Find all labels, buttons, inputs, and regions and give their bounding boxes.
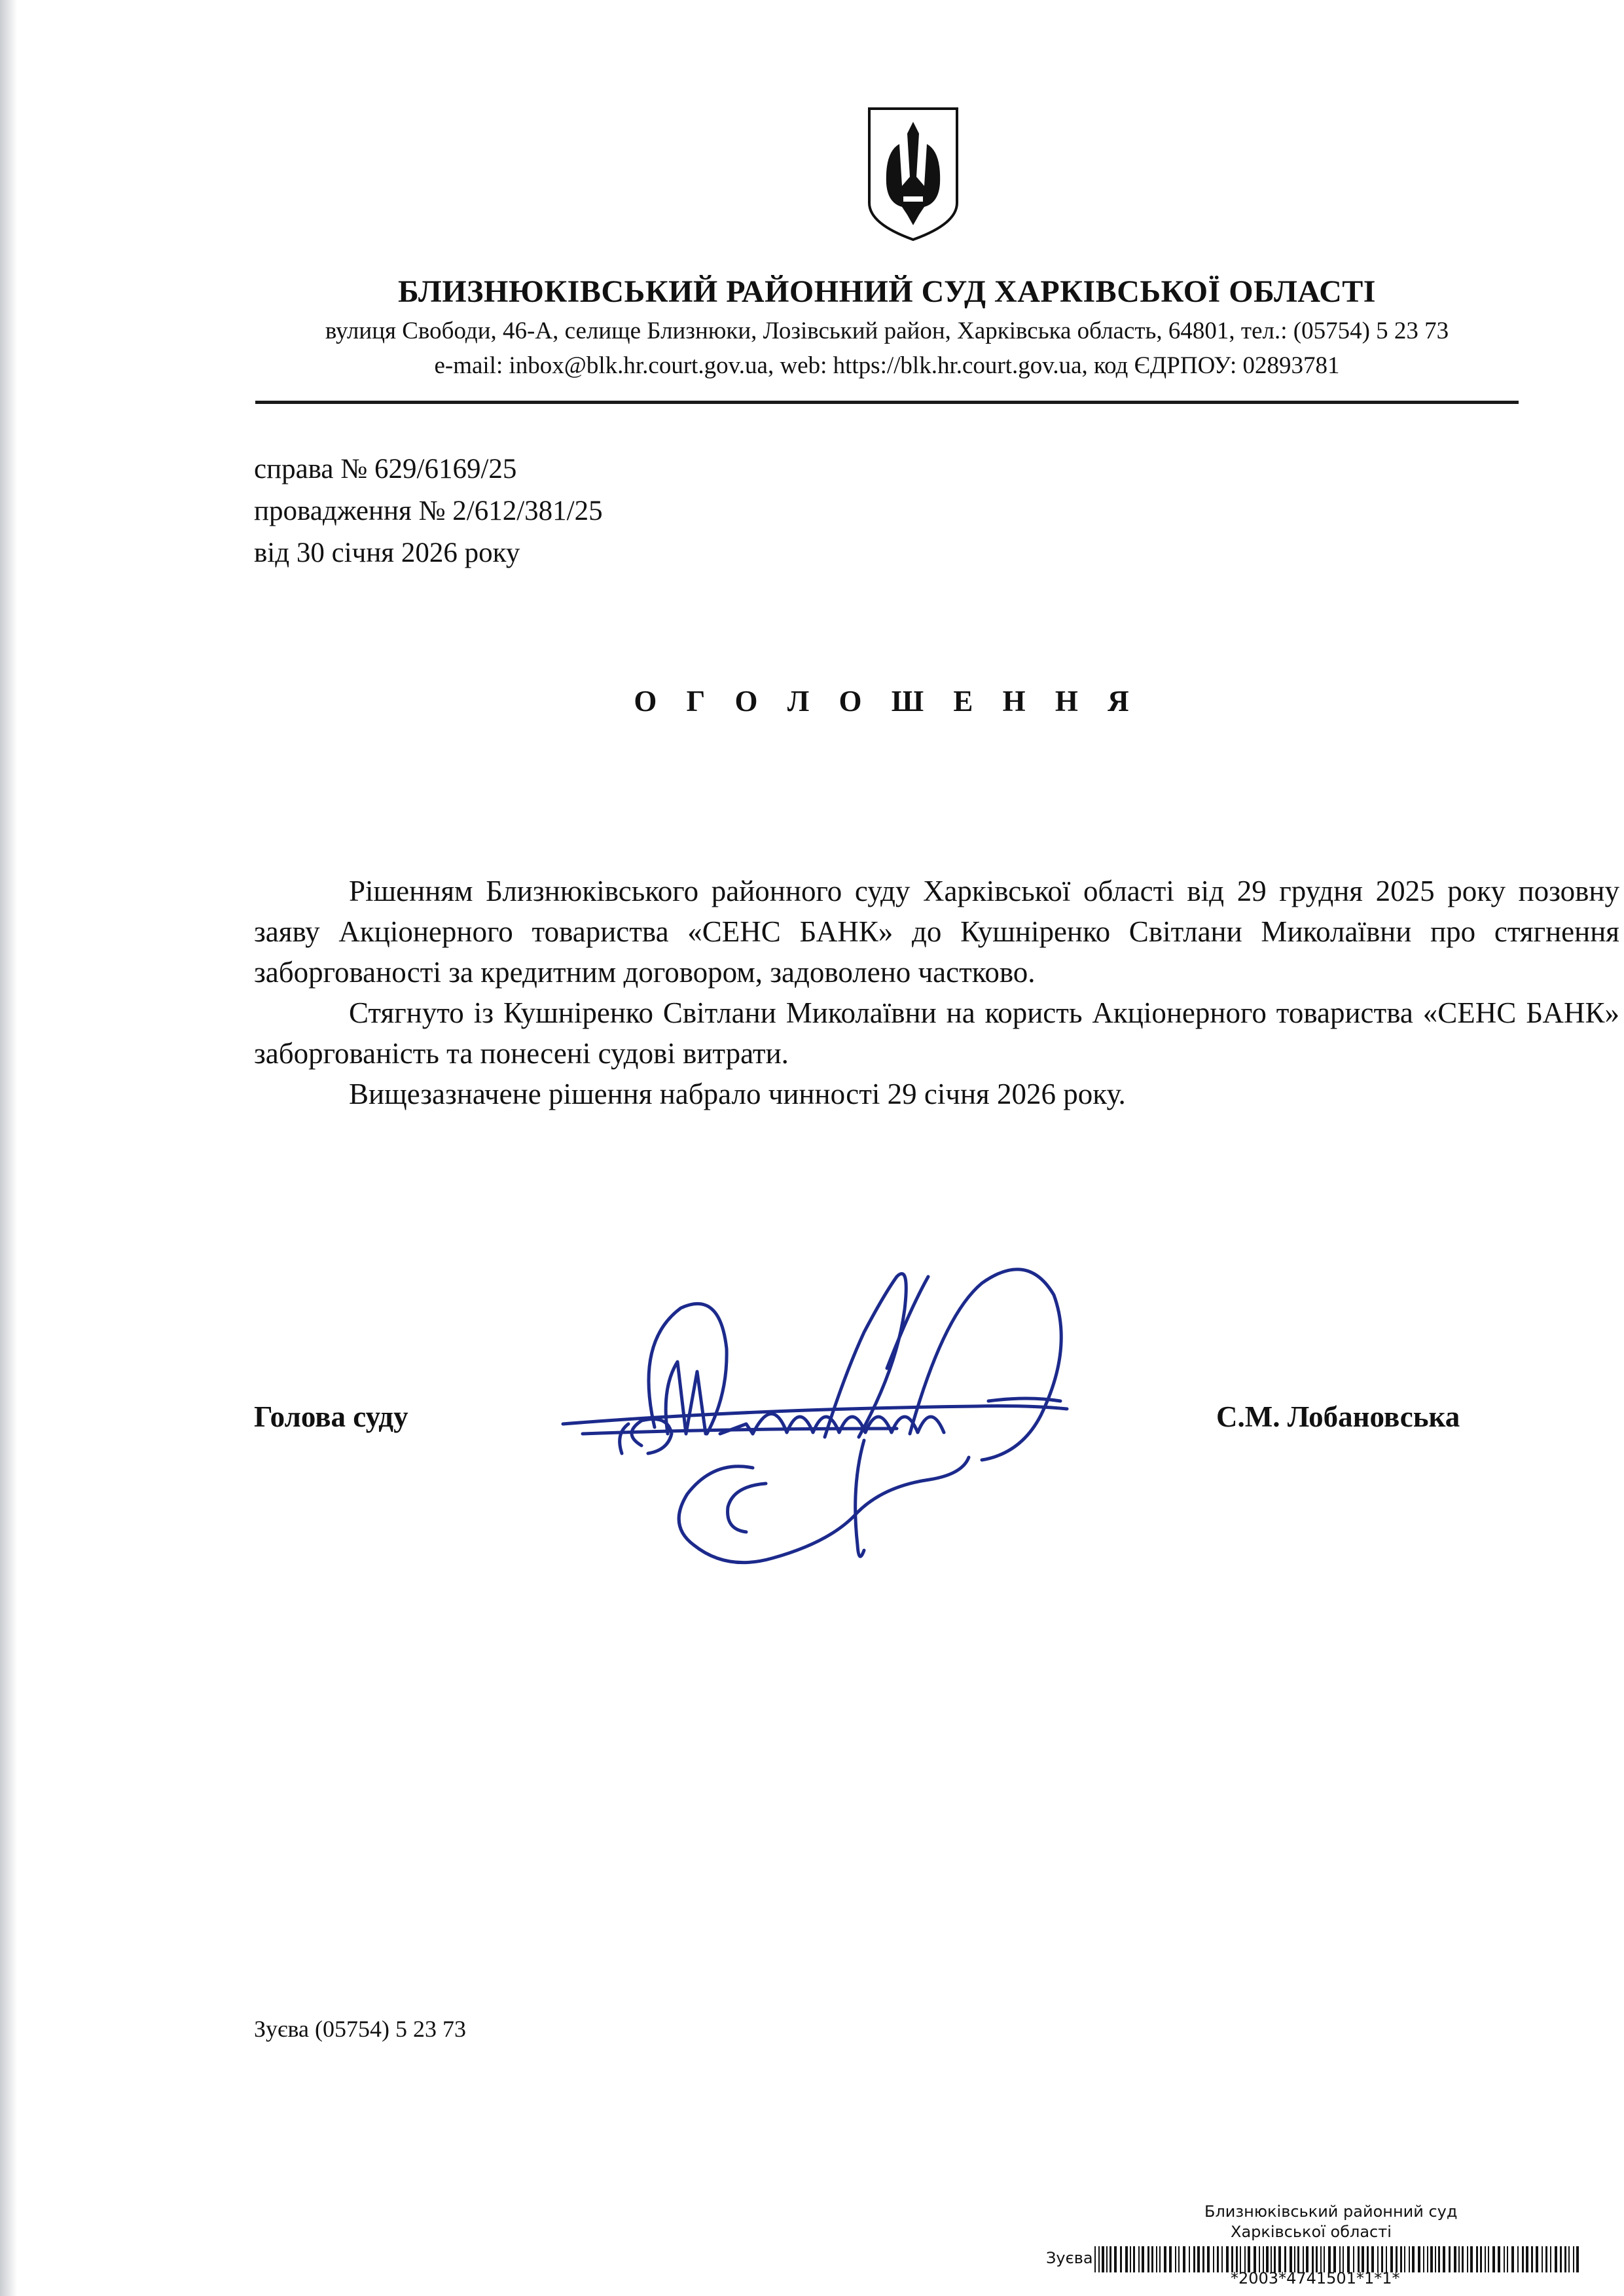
paragraph-recovery: Стягнуто із Кушніренко Світлани Миколаївни на користь Акціонерного товариства «СЕНС БАНК» заборгованість та понесені судові витрати. [254,996,1619,1070]
document-barcode [1094,2246,1584,2272]
barcode-bar [1156,2246,1157,2272]
barcode-bar [1094,2246,1096,2272]
barcode-bar [1467,2246,1468,2272]
barcode-bar [1189,2246,1190,2272]
barcode-bar [1412,2246,1415,2272]
barcode-bar [1266,2246,1269,2272]
barcode-bar [1236,2246,1238,2272]
barcode-bar [1333,2246,1336,2272]
barcode-bar [1339,2246,1341,2272]
coat-of-arms-icon [864,105,962,244]
barcode-bar [1102,2246,1104,2272]
barcode-bar [1098,2246,1100,2272]
case-number: справа № 629/6169/25 [254,454,517,484]
barcode-bar [1430,2246,1433,2272]
paragraph-decision: Рішенням Близнюківського районного суду Харківської області від 29 грудня 2025 року позовну заяву Акціонерного товариства «СЕНС БАНК» до Кушніренко Світлани Миколаївни про стягнення заборгованості за кредитним договором, задоволено частково. [254,875,1619,989]
barcode-bar [1573,2246,1574,2272]
barcode-bar [1443,2246,1445,2272]
barcode-bar [1409,2246,1410,2272]
barcode-bar [1130,2246,1131,2272]
announcement-body [254,871,1619,1114]
barcode-bar [1231,2246,1233,2272]
barcode-bar [1164,2246,1166,2272]
court-contacts: e-mail: inbox@blk.hr.court.gov.ua, web: https://blk.hr.court.gov.ua, код ЄДРПОУ: 02893781 [434,352,1340,379]
barcode-bar [1358,2246,1360,2272]
barcode-bar [1438,2246,1440,2272]
barcode-bar [1504,2246,1505,2272]
barcode-bar [1169,2246,1172,2272]
barcode-bar [1151,2246,1153,2272]
barcode-bar [1114,2246,1117,2272]
barcode-bar [1386,2246,1387,2272]
barcode-bar [1347,2246,1350,2272]
barcode-bar [1147,2246,1149,2272]
barcode-bar [1390,2246,1393,2272]
barcode-bar [1178,2246,1180,2272]
barcode-bar [1377,2246,1379,2272]
barcode-bar [1400,2246,1402,2272]
barcode-bar [1545,2246,1547,2272]
barcode-bar [1480,2246,1482,2272]
document-date: від 30 січня 2026 року [254,538,520,568]
registry-stamp-executor: Зуєва [1046,2249,1093,2267]
barcode-bar [1462,2246,1464,2272]
barcode-bar [1159,2246,1161,2272]
barcode-bar [1207,2246,1210,2272]
barcode-bar [1259,2246,1260,2272]
handwritten-signature [556,1237,1159,1604]
barcode-bar [1320,2246,1322,2272]
barcode-bar [1427,2246,1428,2272]
barcode-bar [1492,2246,1495,2272]
barcode-bar [1274,2246,1276,2272]
barcode-bar [1449,2246,1451,2272]
barcode-bar [1324,2246,1325,2272]
proceeding-number: провадження № 2/612/381/25 [254,496,603,526]
barcode-bar [1511,2246,1514,2272]
registry-stamp-court: Близнюківський районний суд [1204,2202,1458,2221]
barcode-bar [1498,2246,1500,2272]
barcode-bar [1517,2246,1519,2272]
barcode-bar [1217,2246,1219,2272]
barcode-bar [1312,2246,1314,2272]
signatory-role: Голова суду [254,1400,408,1433]
barcode-bar [1488,2246,1489,2272]
barcode-bar [1485,2246,1486,2272]
barcode-bar [1381,2246,1383,2272]
barcode-bar [1568,2246,1570,2272]
barcode-bar [1254,2246,1256,2272]
court-name: БЛИЗНЮКІВСЬКИЙ РАЙОННИЙ СУД ХАРКІВСЬКОЇ ОБЛАСТІ [398,274,1376,309]
barcode-bar [1297,2246,1299,2272]
barcode-bar [1531,2246,1533,2272]
barcode-bar [1294,2246,1295,2272]
barcode-bar [1367,2246,1369,2272]
barcode-number: *2003*4741501*1*1* [1231,2269,1400,2287]
barcode-bar [1470,2246,1473,2272]
barcode-bar [1240,2246,1241,2272]
barcode-bar [1371,2246,1374,2272]
barcode-bar [1542,2246,1543,2272]
registry-stamp-region: Харківської області [1231,2223,1392,2241]
barcode-bar [1550,2246,1551,2272]
barcode-bar [1278,2246,1281,2272]
barcode-bar [1328,2246,1331,2272]
barcode-bar [1175,2246,1176,2272]
barcode-bar [1202,2246,1204,2272]
barcode-bar [1316,2246,1318,2272]
barcode-bar [1106,2246,1108,2272]
barcode-bar [1555,2246,1557,2272]
barcode-bar [1303,2246,1304,2272]
barcode-bar [1213,2246,1214,2272]
barcode-bar [1110,2246,1111,2272]
barcode-bar [1290,2246,1292,2272]
barcode-bar [1576,2246,1579,2272]
barcode-bar [1536,2246,1538,2272]
barcode-bar [1271,2246,1272,2272]
barcode-bar [1423,2246,1424,2272]
barcode-bar [1183,2246,1185,2272]
barcode-bar [1133,2246,1135,2272]
barcode-bar [1244,2246,1246,2272]
barcode-bar [1343,2246,1344,2272]
barcode-bar [1263,2246,1264,2272]
barcode-bar [1526,2246,1528,2272]
barcode-bar [1125,2246,1128,2272]
barcode-bar [1197,2246,1200,2272]
barcode-bar [1435,2246,1436,2272]
document-title: О Г О Л О Ш Е Н Н Я [634,685,1140,718]
barcode-bar [1362,2246,1364,2272]
barcode-bar [1454,2246,1456,2272]
header-divider [255,401,1519,404]
barcode-bar [1284,2246,1286,2272]
barcode-bar [1306,2246,1308,2272]
court-address: вулиця Свободи, 46-А, селище Близнюки, Лозівський район, Харківська область, 64801, тел.: (05754) 5 23 73 [325,318,1449,344]
barcode-bar [1560,2246,1562,2272]
barcode-bar [1476,2246,1478,2272]
barcode-bar [1396,2246,1398,2272]
scan-edge [0,0,17,2296]
executor-contact: Зуєва (05754) 5 23 73 [254,2016,466,2042]
barcode-bar [1418,2246,1420,2272]
barcode-bar [1458,2246,1460,2272]
signatory-name: С.М. Лобановська [1216,1400,1460,1433]
barcode-bar [1142,2246,1144,2272]
barcode-bar [1226,2246,1229,2272]
barcode-bar [1248,2246,1250,2272]
paragraph-effective: Вищезазначене рішення набрало чинності 29 січня 2026 року. [349,1078,1126,1110]
barcode-bar [1193,2246,1195,2272]
barcode-bar [1221,2246,1223,2272]
barcode-bar [1507,2246,1508,2272]
barcode-bar [1404,2246,1405,2272]
barcode-bar [1138,2246,1140,2272]
barcode-bar [1353,2246,1354,2272]
barcode-bar [1522,2246,1524,2272]
barcode-bar [1120,2246,1122,2272]
barcode-bar [1564,2246,1566,2272]
